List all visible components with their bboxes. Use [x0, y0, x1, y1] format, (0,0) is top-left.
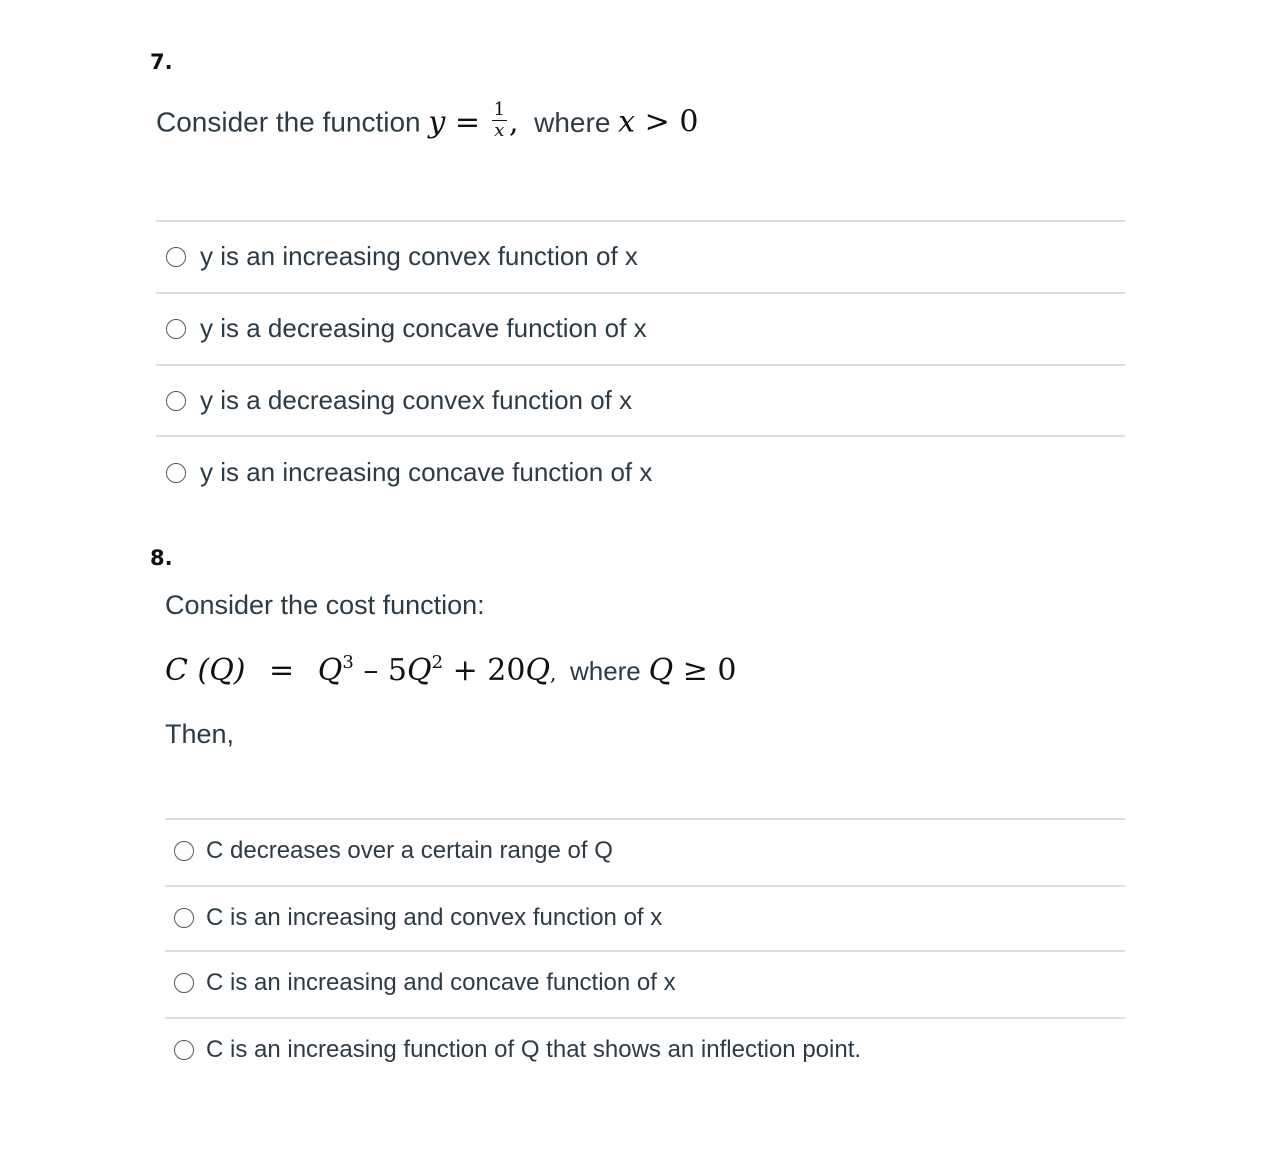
option-label: y is an increasing concave function of x [200, 457, 653, 487]
equation-lhs: C (Q) [165, 653, 246, 688]
question-7-number: 7. [150, 50, 173, 74]
question-7-option-2[interactable] [166, 313, 647, 344]
question-7-option-1[interactable] [166, 241, 638, 272]
option-label: C is an increasing and convex function of x [206, 904, 663, 931]
option-label: y is a decreasing convex function of x [200, 385, 633, 415]
radio-button[interactable] [166, 319, 186, 339]
condition-rest: > 0 [644, 104, 699, 140]
equation-q3: Q [525, 653, 551, 688]
question-7-prompt [156, 99, 699, 143]
question-8-option-3[interactable] [174, 969, 676, 997]
question-8-option-2[interactable] [174, 904, 662, 932]
divider [156, 435, 1125, 437]
divider [156, 364, 1125, 366]
option-label: y is a decreasing concave function of x [200, 313, 647, 343]
condition-rest: ≥ 0 [682, 653, 737, 688]
condition-var: Q [648, 653, 674, 688]
math-equals: = [454, 104, 481, 140]
cost-equation-math [165, 653, 566, 688]
divider [165, 1017, 1125, 1019]
question-8-number: 8. [150, 546, 173, 570]
exponent-3: 3 [342, 652, 354, 673]
question-7-option-3[interactable] [166, 385, 632, 416]
equation-plus-term: + 20 [452, 653, 526, 688]
question-7-where: where [534, 106, 611, 138]
radio-button[interactable] [166, 247, 186, 267]
option-label: C is an increasing function of Q that shows an inflection point. [206, 1036, 862, 1063]
question-8-equation [165, 652, 736, 688]
radio-button[interactable] [174, 908, 194, 928]
question-7-prompt-text: Consider the function [156, 106, 421, 138]
math-comma: , [509, 104, 519, 140]
fraction-numerator: 1 [493, 99, 506, 120]
question-7-option-4[interactable] [166, 457, 652, 488]
question-7-condition [618, 105, 698, 140]
question-8-option-4[interactable] [174, 1036, 861, 1064]
option-label: C is an increasing and concave function of x [206, 969, 676, 996]
radio-button[interactable] [174, 1040, 194, 1060]
question-8-then: Then, [165, 719, 235, 749]
radio-button[interactable] [166, 391, 186, 411]
divider [165, 950, 1125, 952]
question-7-function-math [428, 99, 528, 141]
divider [156, 292, 1125, 294]
math-fraction [492, 101, 507, 140]
exponent-2: 2 [431, 652, 444, 673]
equation-equals: = [269, 653, 295, 688]
equation-comma: , [550, 661, 557, 685]
question-8-where: where [569, 656, 641, 686]
equation-q2: Q [406, 653, 432, 688]
question-8-option-1[interactable] [174, 837, 613, 865]
fraction-denominator: x [494, 120, 505, 141]
divider [165, 818, 1125, 820]
option-label: y is an increasing convex function of x [200, 241, 638, 271]
option-label: C decreases over a certain range of Q [206, 837, 613, 864]
equation-q: Q [317, 653, 343, 688]
divider [156, 220, 1125, 222]
radio-button[interactable] [166, 463, 186, 483]
condition-var: x [618, 104, 636, 140]
radio-button[interactable] [174, 841, 194, 861]
question-8-condition [649, 653, 737, 688]
question-8-prompt: Consider the cost function: [165, 590, 485, 620]
equation-minus-term: – 5 [363, 653, 407, 688]
radio-button[interactable] [174, 973, 194, 993]
divider [165, 885, 1125, 887]
math-var-y: y [428, 104, 446, 140]
